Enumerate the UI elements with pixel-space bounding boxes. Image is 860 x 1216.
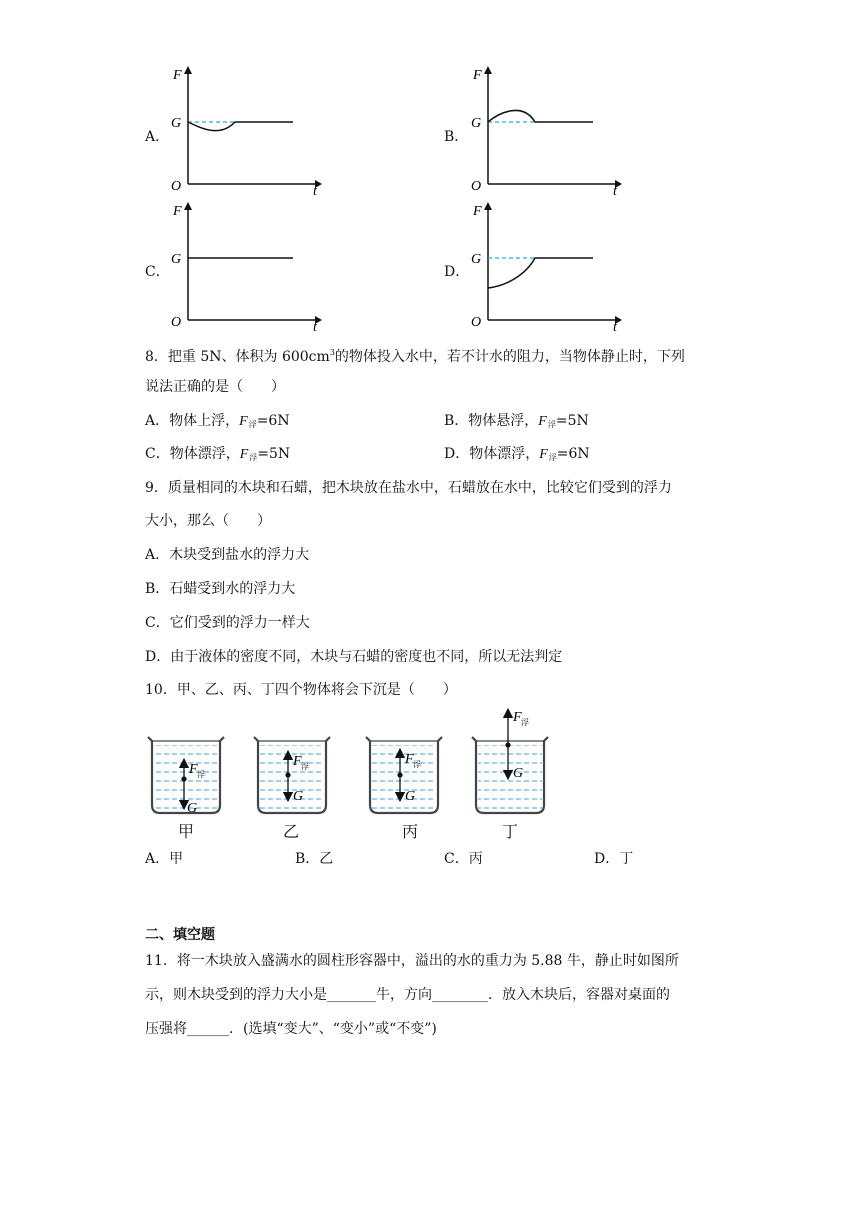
q10-option-d[interactable]: D．丁 [594, 851, 634, 867]
force-label-down: G [513, 766, 524, 781]
graph-d [465, 198, 625, 333]
q9-option-d[interactable]: D．由于液体的密度不同，木块与石蜡的密度也不同，所以无法判定 [145, 649, 563, 665]
option-label-a: A． [145, 129, 170, 145]
q10-option-a[interactable]: A．甲 [145, 851, 184, 867]
force-label-up: F [189, 762, 198, 777]
beaker-figure [140, 705, 560, 825]
graph-a [165, 62, 325, 197]
force-label-down: G [405, 789, 416, 804]
q9-option-c[interactable]: C．它们受到的浮力一样大 [145, 615, 310, 631]
q11-line2: 示，则木块受到的浮力大小是_______牛，方向________．放入木块后，容器对桌面的 [145, 987, 670, 1003]
q8-stem-line2: 说法正确的是（ ） [145, 379, 285, 395]
force-label-up: F [513, 710, 522, 725]
beaker-bing [366, 737, 442, 813]
graph-b [465, 62, 625, 197]
axis-x-label: t [313, 320, 317, 333]
q9-stem-line1: 9．质量相同的木块和石蜡，把木块放在盐水中，石蜡放在水中，比较它们受到的浮力 [145, 480, 672, 496]
axis-y-label: F [473, 68, 482, 83]
beaker-yi [254, 737, 330, 813]
q11-line3: 压强将______．(选填“变大”、“变小”或“不变”) [145, 1021, 437, 1037]
option-label-c: C． [145, 264, 170, 280]
axis-x-label: t [613, 320, 617, 333]
section-heading: 二、填空题 [145, 927, 215, 943]
beaker-jia [148, 737, 224, 813]
option-label-d: D． [444, 264, 470, 280]
q10-option-c[interactable]: C．丙 [444, 851, 483, 867]
graph-c [165, 198, 325, 333]
level-label: G [171, 116, 182, 131]
axis-y-label: F [173, 68, 182, 83]
level-label: G [471, 116, 482, 131]
origin-label: O [471, 315, 482, 330]
q8-option-d[interactable]: D．物体漂浮，$F_浮=6N$ [444, 446, 590, 462]
beaker-caption-bing: 丙 [402, 822, 419, 841]
force-label-down: G [293, 789, 304, 804]
force-label-sub: 浮 [521, 718, 529, 727]
q9-option-b[interactable]: B．石蜡受到水的浮力大 [145, 581, 296, 597]
q8-option-c[interactable]: C．物体漂浮，$F_浮=5N$ [145, 446, 291, 462]
q10-stem: 10．甲、乙、丙、丁四个物体将会下沉是（ ） [145, 682, 457, 698]
axis-x-label: t [313, 184, 317, 197]
force-label-sub: 浮 [197, 770, 205, 779]
axis-x-label: t [613, 184, 617, 197]
origin-label: O [471, 179, 482, 194]
force-label-down: G [187, 801, 198, 816]
axis-y-label: F [173, 204, 182, 219]
q9-stem-line2: 大小，那么（ ） [145, 513, 271, 529]
level-label: G [171, 252, 182, 267]
origin-label: O [171, 315, 182, 330]
beaker-caption-jia: 甲 [178, 822, 195, 841]
force-label-sub: 浮 [301, 762, 309, 771]
q9-option-a[interactable]: A．木块受到盐水的浮力大 [145, 547, 310, 563]
origin-label: O [171, 179, 182, 194]
axis-y-label: F [473, 204, 482, 219]
q8-stem-line1: 8．把重 5N、体积为 $600cm^3$的物体投入水中，若不计水的阻力，当物体静止时，下列 [145, 348, 685, 365]
q11-line1: 11．将一木块放入盛满水的圆柱形容器中，溢出的水的重力为 5.88 牛，静止时如图所 [145, 953, 679, 969]
option-label-b: B． [444, 129, 469, 145]
beaker-caption-yi: 乙 [283, 822, 300, 841]
force-label-up: F [293, 754, 302, 769]
q10-option-b[interactable]: B．乙 [295, 851, 334, 867]
beaker-ding [472, 713, 548, 813]
force-label-up: F [405, 752, 414, 767]
q8-option-b[interactable]: B．物体悬浮，$F_浮=5N$ [444, 413, 589, 429]
force-label-sub: 浮 [413, 760, 421, 769]
q8-option-a[interactable]: A．物体上浮，$F_浮=6N$ [145, 413, 290, 429]
level-label: G [471, 252, 482, 267]
beaker-caption-ding: 丁 [502, 822, 519, 841]
